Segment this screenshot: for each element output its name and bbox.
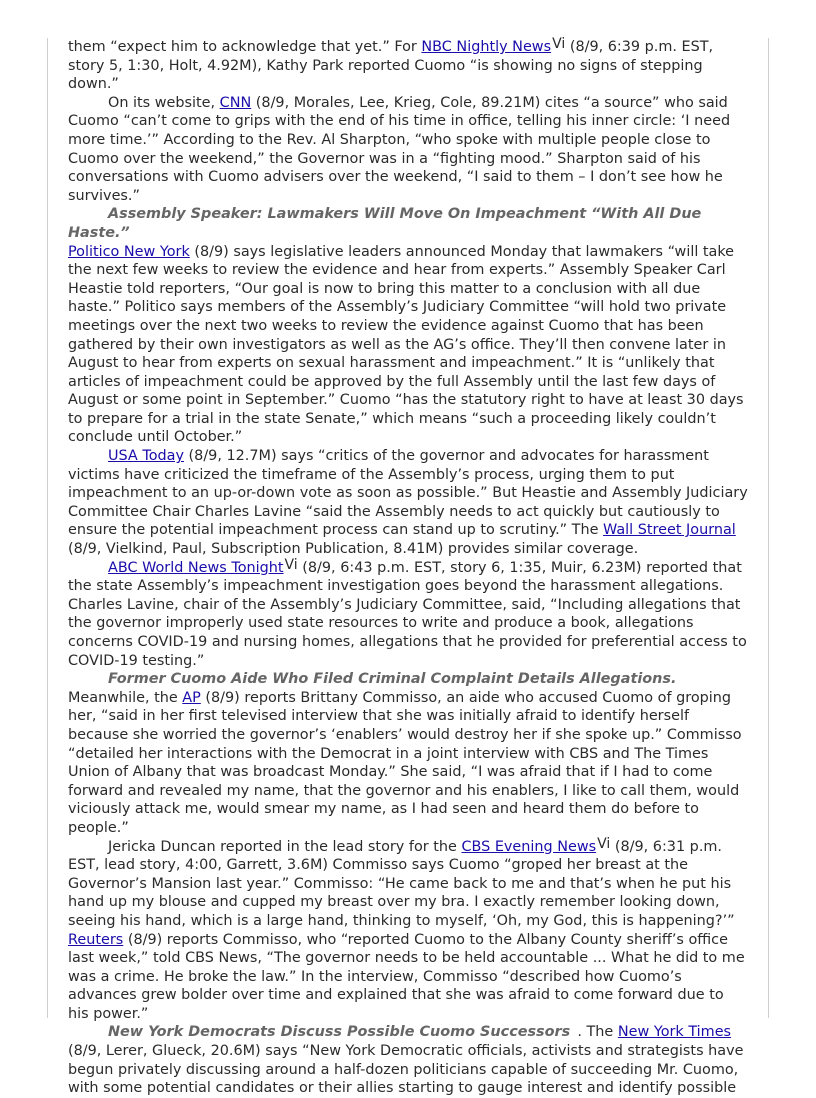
usa-today-link[interactable]: USA Today (108, 448, 184, 465)
section-heading-successors: New York Democrats Discuss Possible Cuomo Successors (108, 1024, 571, 1041)
paragraph-ap: Meanwhile, the AP (8/9) reports Brittany Commisso, an aide who accused Cuomo of groping her, “said in her first televised interview that she was initially afraid to identify herself because she worried the governor’s ‘enablers’ would destroy her if she spoke up.” Commisso “detailed her interactions with the Democrat in a joint interview with CBS and The Times Union of Albany that was broadcast Monday.” She said, “I was afraid that if I had to come forward and revealed my name, that the governor and his enablers, I like to call them, would viciously attack me, would smear my name, as I had seen and heard them do before to people.” (68, 689, 742, 836)
cbs-evening-news-link[interactable]: CBS Evening News (461, 838, 597, 855)
section-heading-impeachment: Assembly Speaker: Lawmakers Will Move On Impeachment “With All Due Haste.” (68, 206, 702, 241)
news-briefing-body (68, 38, 748, 1098)
reuters-link[interactable]: Reuters (68, 931, 124, 948)
paragraph-abc: ABC World News TonightVi (8/9, 6:43 p.m. EST, story 6, 1:35, Muir, 6.23M) reported that the state Assembly’s impeachment investigation goes beyond the harassment allegations. Charles Lavine, chair of the Assembly’s Judiciary Committee, said, “Including allegations that the governor improperly used state resources to write and produce a book, allegations concerns COVID-19 and nursing homes, allegations that he provided for preferential access to COVID-19 testing.” (68, 556, 747, 669)
paragraph-usa-today: USA Today (8/9, 12.7M) says “critics of the governor and advocates for harassment victims have criticized the timeframe of the Assembly’s process, urging them to put impeachment to an up-or-down vote as soon as possible.” But Heastie and Assembly Judiciary Committee Chair Charles Lavine “said the Assembly needs to act quickly but cautiously to ensure the potential impeachment process can stand up to scrutiny.” The Wall Street Journal (8/9, Vielkind, Paul, Subscription Publication, 8.41M) provides similar coverage. (68, 448, 748, 558)
cnn-link[interactable]: CNN (219, 94, 252, 111)
paragraph-cnn: On its website, CNN (8/9, Morales, Lee, Krieg, Cole, 89.21M) cites “a source” who said Cuomo “can’t come to grips with the end of his time in office, telling his inner circle: ‘I need more time.’” According to the Rev. Al Sharpton, “who spoke with multiple people close to Cuomo over the weekend,” the Governor was in a “fighting mood.” Sharpton said of his conversations with Cuomo advisers over the weekend, “I said to them – I don’t see how he survives.” (68, 94, 731, 204)
left-margin-rule (47, 38, 48, 1018)
paragraph-nyt: New York Democrats Discuss Possible Cuomo Successors . The New York Times (8/9, Lerer, Glueck, 20.6M) says “New York Democratic officials, activists and strategists have begun privately discussing around a half-dozen politicians capable of succeeding Mr. Cuomo, with some potential candidates or their allies starting to gauge interest and identify possible (68, 1024, 744, 1097)
paragraph-cbs: Jericka Duncan reported in the lead story for the CBS Evening NewsVi (8/9, 6:31 p.m. EST, lead story, 4:00, Garrett, 3.6M) Commisso says Cuomo “groped her breast at the Governor’s Mansion last year.” Commisso: “He came back to me and that’s when he put his hand up my blouse and cupped my breast over my bra. I exactly remember looking down, seeing his hand, which is a large hand, thinking to myself, ‘Oh, my God, this is happening?’” Reuters (8/9) reports Commisso, who “reported Cuomo to the Albany County sheriff’s office last week,” told CBS News, “The governor needs to be held accountable ... What he did to me was a crime. He broke the law.” In the interview, Commisso “described how Cuomo’s advances grew bolder over time and explained that she was afraid to come forward due to his power.” (68, 835, 745, 1022)
section-heading-commisso: Former Cuomo Aide Who Filed Criminal Complaint Details Allegations. (108, 671, 677, 688)
right-margin-rule (768, 38, 769, 1018)
paragraph-nbc: them “expect him to acknowledge that yet.” For NBC Nightly NewsVi (8/9, 6:39 p.m. EST, story 5, 1:30, Holt, 4.92M), Kathy Park reported Cuomo “is showing no signs of stepping down.” (68, 36, 714, 93)
video-icon[interactable]: Vi (552, 36, 566, 52)
abc-world-news-tonight-link[interactable]: ABC World News Tonight (108, 559, 284, 576)
video-icon[interactable]: Vi (597, 835, 611, 852)
wall-street-journal-link[interactable]: Wall Street Journal (603, 522, 736, 539)
new-york-times-link[interactable]: New York Times (617, 1024, 732, 1041)
ap-link[interactable]: AP (182, 689, 201, 706)
paragraph-politico: Politico New York (8/9) says legislative leaders announced Monday that lawmakers “will take the next few weeks to review the evidence and hear from experts.” Assembly Speaker Carl Heastie told reporters, “Our goal is now to bring this matter to a conclusion with all due haste.” Politico says members of the Assembly’s Judiciary Committee “will hold two private meetings over the next two weeks to review the evidence against Cuomo that has been gathered by their own investigators as well as the AG’s office. They’ll then convene later in August to hear from experts on sexual harassment and impeachment.” It is “unlikely that articles of impeachment could be approved by the full Assembly until the last few days of August or some point in September.” Cuomo “has the statutory right to have at least 30 days to prepare for a trial in the state Senate,” which means “such a proceeding likely couldn’t conclude until October.” (68, 243, 744, 446)
politico-new-york-link[interactable]: Politico New York (68, 243, 190, 260)
video-icon[interactable]: Vi (284, 556, 298, 573)
nbc-nightly-news-link[interactable]: NBC Nightly News (421, 39, 552, 55)
